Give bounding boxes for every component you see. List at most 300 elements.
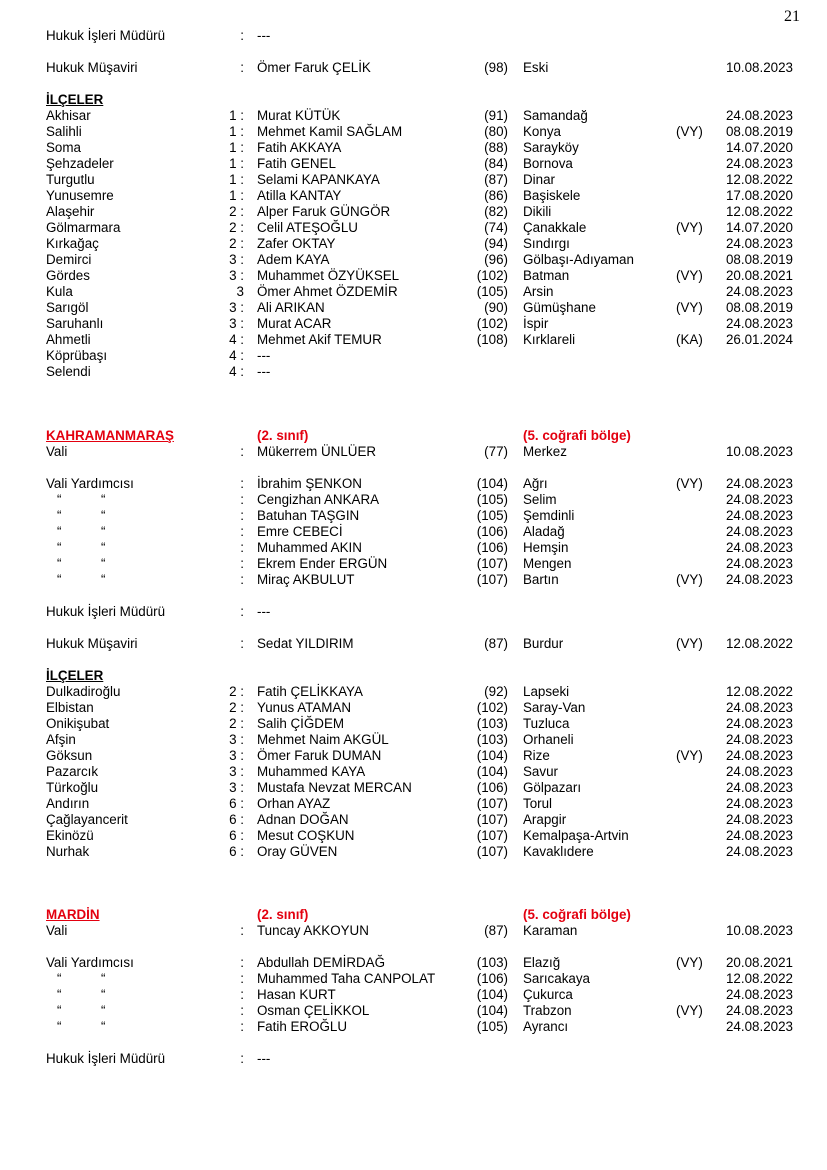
person-name: Fatih ÇELİKKAYA xyxy=(257,684,363,699)
table-row xyxy=(0,204,827,220)
seniority-number: (108) xyxy=(476,332,508,347)
table-row xyxy=(0,220,827,236)
status-tag: (VY) xyxy=(676,636,703,651)
seniority-number: (102) xyxy=(476,268,508,283)
previous-post: Kavaklıdere xyxy=(523,844,594,859)
position-title: Vali Yardımcısı xyxy=(46,476,134,491)
appointment-date: 24.08.2023 xyxy=(725,764,793,779)
seniority-number: (105) xyxy=(476,492,508,507)
appointment-date: 24.08.2023 xyxy=(725,524,793,539)
previous-post: Kemalpaşa-Artvin xyxy=(523,828,629,843)
appointment-date: 24.08.2023 xyxy=(725,732,793,747)
previous-post: Lapseki xyxy=(523,684,570,699)
status-tag: (VY) xyxy=(676,955,703,970)
position-title: Akhisar xyxy=(46,108,91,123)
grade-code: 4 : xyxy=(229,348,244,363)
appointment-date: 26.01.2024 xyxy=(725,332,793,347)
previous-post: Saray-Van xyxy=(523,700,586,715)
previous-post: Tuzluca xyxy=(523,716,570,731)
previous-post: Torul xyxy=(523,796,553,811)
grade-code: : xyxy=(240,987,244,1002)
appointment-date: 12.08.2022 xyxy=(725,971,793,986)
position-title: Vali Yardımcısı xyxy=(46,955,134,970)
appointment-date: 24.08.2023 xyxy=(725,508,793,523)
seniority-number: (106) xyxy=(476,780,508,795)
seniority-number: (104) xyxy=(476,987,508,1002)
grade-code: : xyxy=(240,556,244,571)
ditto-mark: “ xyxy=(57,971,62,986)
previous-post: Elazığ xyxy=(523,955,561,970)
grade-code: 3 : xyxy=(229,252,244,267)
ditto-mark: “ xyxy=(101,540,106,555)
table-row xyxy=(0,700,827,716)
table-row xyxy=(0,540,827,556)
appointment-date: 08.08.2019 xyxy=(725,124,793,139)
grade-code: 3 : xyxy=(229,316,244,331)
table-row xyxy=(0,1019,827,1035)
grade-code: : xyxy=(240,540,244,555)
appointment-date: 14.07.2020 xyxy=(725,140,793,155)
table-row xyxy=(0,332,827,348)
appointment-date: 14.07.2020 xyxy=(725,220,793,235)
previous-post: Gölbaşı-Adıyaman xyxy=(523,252,634,267)
seniority-number: (103) xyxy=(476,955,508,970)
previous-post: Trabzon xyxy=(523,1003,572,1018)
position-title: Türkoğlu xyxy=(46,780,99,795)
table-row xyxy=(0,156,827,172)
table-row xyxy=(0,28,827,44)
table-row xyxy=(0,284,827,300)
section-heading xyxy=(0,92,827,108)
seniority-number: (103) xyxy=(476,732,508,747)
person-name: Murat ACAR xyxy=(257,316,332,331)
table-row xyxy=(0,316,827,332)
grade-code: 6 : xyxy=(229,844,244,859)
person-name: Cengizhan ANKARA xyxy=(257,492,380,507)
province-name: KAHRAMANMARAŞ xyxy=(46,428,174,443)
position-title: Saruhanlı xyxy=(46,316,104,331)
appointment-date: 24.08.2023 xyxy=(725,828,793,843)
table-row xyxy=(0,476,827,492)
appointment-date: 24.08.2023 xyxy=(725,540,793,555)
position-title: Alaşehir xyxy=(46,204,95,219)
table-row xyxy=(0,987,827,1003)
ditto-mark: “ xyxy=(101,508,106,523)
grade-code: : xyxy=(240,971,244,986)
person-name: Salih ÇİĞDEM xyxy=(257,716,345,731)
seniority-number: (107) xyxy=(476,796,508,811)
previous-post: Konya xyxy=(523,124,561,139)
grade-code: : xyxy=(240,1019,244,1034)
province-region: (5. coğrafi bölge) xyxy=(523,428,631,443)
previous-post: Orhaneli xyxy=(523,732,574,747)
status-tag: (VY) xyxy=(676,748,703,763)
position-title: Ekinözü xyxy=(46,828,94,843)
status-tag: (KA) xyxy=(676,332,703,347)
seniority-number: (102) xyxy=(476,316,508,331)
position-title: Dulkadiroğlu xyxy=(46,684,121,699)
position-title: Kula xyxy=(46,284,73,299)
position-title: Çağlayancerit xyxy=(46,812,128,827)
seniority-number: (104) xyxy=(476,748,508,763)
table-row xyxy=(0,955,827,971)
grade-code: : xyxy=(240,1003,244,1018)
province-class: (2. sınıf) xyxy=(257,907,309,922)
table-row xyxy=(0,556,827,572)
position-title: Afşin xyxy=(46,732,76,747)
ditto-mark: “ xyxy=(57,492,62,507)
seniority-number: (94) xyxy=(484,236,508,251)
appointment-date: 24.08.2023 xyxy=(725,844,793,859)
position-title: Onikişubat xyxy=(46,716,110,731)
grade-code: : xyxy=(240,60,244,75)
appointment-date: 24.08.2023 xyxy=(725,316,793,331)
table-row xyxy=(0,764,827,780)
grade-code: 3 xyxy=(236,284,244,299)
status-tag: (VY) xyxy=(676,268,703,283)
ditto-mark: “ xyxy=(101,556,106,571)
person-name: Ali ARIKAN xyxy=(257,300,325,315)
grade-code: : xyxy=(240,1051,244,1066)
grade-code: 1 : xyxy=(229,188,244,203)
seniority-number: (91) xyxy=(484,108,508,123)
position-title: Sarıgöl xyxy=(46,300,89,315)
person-name: Alper Faruk GÜNGÖR xyxy=(257,204,391,219)
section-title: İLÇELER xyxy=(46,668,104,683)
previous-post: Ağrı xyxy=(523,476,548,491)
grade-code: : xyxy=(240,492,244,507)
person-name: Ömer Faruk ÇELİK xyxy=(257,60,371,75)
position-title: Soma xyxy=(46,140,81,155)
seniority-number: (104) xyxy=(476,476,508,491)
previous-post: Aladağ xyxy=(523,524,565,539)
table-row xyxy=(0,1003,827,1019)
person-name: Mükerrem ÜNLÜER xyxy=(257,444,377,459)
person-name: Muhammed Taha CANPOLAT xyxy=(257,971,436,986)
appointment-date: 24.08.2023 xyxy=(725,1003,793,1018)
grade-code: 3 : xyxy=(229,732,244,747)
seniority-number: (106) xyxy=(476,540,508,555)
table-row xyxy=(0,828,827,844)
previous-post: Bornova xyxy=(523,156,573,171)
grade-code: 1 : xyxy=(229,172,244,187)
person-name: --- xyxy=(257,604,271,619)
previous-post: Selim xyxy=(523,492,557,507)
seniority-number: (77) xyxy=(484,444,508,459)
province-name: MARDİN xyxy=(46,907,100,922)
person-name: Fatih GENEL xyxy=(257,156,336,171)
seniority-number: (74) xyxy=(484,220,508,235)
previous-post: Sarayköy xyxy=(523,140,579,155)
seniority-number: (96) xyxy=(484,252,508,267)
appointment-date: 24.08.2023 xyxy=(725,492,793,507)
table-row xyxy=(0,444,827,460)
appointment-date: 20.08.2021 xyxy=(725,268,793,283)
previous-post: Sarıcakaya xyxy=(523,971,590,986)
appointment-date: 24.08.2023 xyxy=(725,476,793,491)
seniority-number: (107) xyxy=(476,572,508,587)
grade-code: : xyxy=(240,572,244,587)
seniority-number: (92) xyxy=(484,684,508,699)
seniority-number: (82) xyxy=(484,204,508,219)
table-row xyxy=(0,492,827,508)
section-title: İLÇELER xyxy=(46,92,104,107)
position-title: Hukuk İşleri Müdürü xyxy=(46,28,166,43)
seniority-number: (102) xyxy=(476,700,508,715)
table-row xyxy=(0,732,827,748)
previous-post: Çanakkale xyxy=(523,220,587,235)
previous-post: Ayrancı xyxy=(523,1019,569,1034)
person-name: Osman ÇELİKKOL xyxy=(257,1003,370,1018)
status-tag: (VY) xyxy=(676,220,703,235)
ditto-mark: “ xyxy=(57,1003,62,1018)
appointment-date: 10.08.2023 xyxy=(725,60,793,75)
ditto-mark: “ xyxy=(57,556,62,571)
position-title: Şehzadeler xyxy=(46,156,114,171)
position-title: Salihli xyxy=(46,124,82,139)
table-row xyxy=(0,844,827,860)
grade-code: 2 : xyxy=(229,716,244,731)
grade-code: : xyxy=(240,28,244,43)
table-row xyxy=(0,572,827,588)
appointment-date: 24.08.2023 xyxy=(725,780,793,795)
grade-code: 3 : xyxy=(229,780,244,795)
position-title: Hukuk İşleri Müdürü xyxy=(46,1051,166,1066)
position-title: Turgutlu xyxy=(46,172,95,187)
appointment-date: 08.08.2019 xyxy=(725,300,793,315)
table-row xyxy=(0,604,827,620)
previous-post: Samandağ xyxy=(523,108,588,123)
person-name: Fatih AKKAYA xyxy=(257,140,342,155)
seniority-number: (103) xyxy=(476,716,508,731)
seniority-number: (107) xyxy=(476,812,508,827)
previous-post: Gümüşhane xyxy=(523,300,596,315)
appointment-date: 12.08.2022 xyxy=(725,684,793,699)
previous-post: Burdur xyxy=(523,636,564,651)
status-tag: (VY) xyxy=(676,1003,703,1018)
ditto-mark: “ xyxy=(101,987,106,1002)
appointment-date: 17.08.2020 xyxy=(725,188,793,203)
person-name: Murat KÜTÜK xyxy=(257,108,341,123)
previous-post: Rize xyxy=(523,748,550,763)
person-name: --- xyxy=(257,348,271,363)
section-heading xyxy=(0,668,827,684)
person-name: Abdullah DEMİRDAĞ xyxy=(257,955,386,970)
province-region: (5. coğrafi bölge) xyxy=(523,907,631,922)
table-row xyxy=(0,923,827,939)
appointment-date: 24.08.2023 xyxy=(725,556,793,571)
previous-post: Dikili xyxy=(523,204,552,219)
person-name: Mustafa Nevzat MERCAN xyxy=(257,780,412,795)
previous-post: Arapgir xyxy=(523,812,567,827)
person-name: Adnan DOĞAN xyxy=(257,812,349,827)
grade-code: 1 : xyxy=(229,108,244,123)
grade-code: 2 : xyxy=(229,684,244,699)
appointment-date: 24.08.2023 xyxy=(725,236,793,251)
appointment-date: 24.08.2023 xyxy=(725,716,793,731)
position-title: Gördes xyxy=(46,268,90,283)
person-name: Mehmet Kamil SAĞLAM xyxy=(257,124,403,139)
person-name: Oray GÜVEN xyxy=(257,844,338,859)
seniority-number: (98) xyxy=(484,60,508,75)
person-name: Zafer OKTAY xyxy=(257,236,336,251)
previous-post: İspir xyxy=(523,316,549,331)
person-name: Miraç AKBULUT xyxy=(257,572,355,587)
grade-code: 3 : xyxy=(229,268,244,283)
position-title: Hukuk Müşaviri xyxy=(46,60,138,75)
appointment-date: 24.08.2023 xyxy=(725,156,793,171)
appointment-date: 24.08.2023 xyxy=(725,108,793,123)
grade-code: : xyxy=(240,444,244,459)
person-name: Adem KAYA xyxy=(257,252,330,267)
table-row xyxy=(0,108,827,124)
table-row xyxy=(0,60,827,76)
person-name: Yunus ATAMAN xyxy=(257,700,352,715)
person-name: --- xyxy=(257,28,271,43)
table-row xyxy=(0,348,827,364)
person-name: Tuncay AKKOYUN xyxy=(257,923,369,938)
person-name: Muhammet ÖZYÜKSEL xyxy=(257,268,400,283)
table-row xyxy=(0,636,827,652)
province-heading xyxy=(0,428,827,444)
seniority-number: (107) xyxy=(476,828,508,843)
person-name: --- xyxy=(257,1051,271,1066)
seniority-number: (105) xyxy=(476,284,508,299)
position-title: Hukuk Müşaviri xyxy=(46,636,138,651)
seniority-number: (106) xyxy=(476,524,508,539)
grade-code: 2 : xyxy=(229,220,244,235)
ditto-mark: “ xyxy=(101,524,106,539)
table-row xyxy=(0,300,827,316)
table-row xyxy=(0,812,827,828)
seniority-number: (104) xyxy=(476,764,508,779)
grade-code: 1 : xyxy=(229,156,244,171)
grade-code: 3 : xyxy=(229,764,244,779)
seniority-number: (107) xyxy=(476,844,508,859)
grade-code: 6 : xyxy=(229,812,244,827)
ditto-mark: “ xyxy=(101,572,106,587)
previous-post: Çukurca xyxy=(523,987,573,1002)
grade-code: 2 : xyxy=(229,236,244,251)
previous-post: Sındırgı xyxy=(523,236,570,251)
appointment-date: 20.08.2021 xyxy=(725,955,793,970)
position-title: Köprübaşı xyxy=(46,348,108,363)
position-title: Nurhak xyxy=(46,844,90,859)
person-name: Orhan AYAZ xyxy=(257,796,331,811)
previous-post: Mengen xyxy=(523,556,572,571)
table-row xyxy=(0,268,827,284)
person-name: Mesut COŞKUN xyxy=(257,828,355,843)
position-title: Selendi xyxy=(46,364,91,379)
table-row xyxy=(0,188,827,204)
person-name: Batuhan TAŞGIN xyxy=(257,508,360,523)
ditto-mark: “ xyxy=(101,1019,106,1034)
status-tag: (VY) xyxy=(676,572,703,587)
grade-code: 3 : xyxy=(229,748,244,763)
grade-code: 2 : xyxy=(229,204,244,219)
seniority-number: (80) xyxy=(484,124,508,139)
person-name: Ömer Faruk DUMAN xyxy=(257,748,382,763)
person-name: Ekrem Ender ERGÜN xyxy=(257,556,388,571)
previous-post: Batman xyxy=(523,268,570,283)
previous-post: Savur xyxy=(523,764,558,779)
grade-code: : xyxy=(240,955,244,970)
person-name: Atilla KANTAY xyxy=(257,188,342,203)
appointment-date: 24.08.2023 xyxy=(725,284,793,299)
appointment-date: 12.08.2022 xyxy=(725,204,793,219)
grade-code: : xyxy=(240,476,244,491)
province-heading xyxy=(0,907,827,923)
previous-post: Gölpazarı xyxy=(523,780,582,795)
table-row xyxy=(0,252,827,268)
status-tag: (VY) xyxy=(676,476,703,491)
table-row xyxy=(0,748,827,764)
person-name: Emre CEBECİ xyxy=(257,524,343,539)
person-name: Hasan KURT xyxy=(257,987,336,1002)
position-title: Hukuk İşleri Müdürü xyxy=(46,604,166,619)
position-title: Göksun xyxy=(46,748,93,763)
seniority-number: (106) xyxy=(476,971,508,986)
appointment-date: 10.08.2023 xyxy=(725,923,793,938)
position-title: Vali xyxy=(46,923,68,938)
ditto-mark: “ xyxy=(57,1019,62,1034)
seniority-number: (90) xyxy=(484,300,508,315)
position-title: Pazarcık xyxy=(46,764,99,779)
previous-post: Karaman xyxy=(523,923,578,938)
grade-code: 2 : xyxy=(229,700,244,715)
seniority-number: (104) xyxy=(476,1003,508,1018)
grade-code: 4 : xyxy=(229,364,244,379)
status-tag: (VY) xyxy=(676,300,703,315)
grade-code: 6 : xyxy=(229,828,244,843)
appointment-date: 12.08.2022 xyxy=(725,172,793,187)
appointment-date: 24.08.2023 xyxy=(725,812,793,827)
grade-code: : xyxy=(240,508,244,523)
table-row xyxy=(0,971,827,987)
seniority-number: (84) xyxy=(484,156,508,171)
previous-post: Eski xyxy=(523,60,549,75)
ditto-mark: “ xyxy=(57,508,62,523)
seniority-number: (105) xyxy=(476,508,508,523)
position-title: Yunusemre xyxy=(46,188,114,203)
person-name: Selami KAPANKAYA xyxy=(257,172,380,187)
ditto-mark: “ xyxy=(101,971,106,986)
position-title: Kırkağaç xyxy=(46,236,99,251)
grade-code: 1 : xyxy=(229,140,244,155)
appointment-date: 24.08.2023 xyxy=(725,987,793,1002)
seniority-number: (87) xyxy=(484,636,508,651)
person-name: Fatih EROĞLU xyxy=(257,1019,348,1034)
appointment-date: 08.08.2019 xyxy=(725,252,793,267)
grade-code: 1 : xyxy=(229,124,244,139)
status-tag: (VY) xyxy=(676,124,703,139)
person-name: --- xyxy=(257,364,271,379)
seniority-number: (86) xyxy=(484,188,508,203)
grade-code: : xyxy=(240,636,244,651)
appointment-date: 24.08.2023 xyxy=(725,700,793,715)
person-name: İbrahim ŞENKON xyxy=(257,476,362,491)
position-title: Elbistan xyxy=(46,700,94,715)
appointment-date: 12.08.2022 xyxy=(725,636,793,651)
previous-post: Hemşin xyxy=(523,540,569,555)
ditto-mark: “ xyxy=(101,492,106,507)
position-title: Ahmetli xyxy=(46,332,91,347)
table-row xyxy=(0,140,827,156)
position-title: Demirci xyxy=(46,252,92,267)
appointment-date: 24.08.2023 xyxy=(725,572,793,587)
person-name: Mehmet Naim AKGÜL xyxy=(257,732,389,747)
appointment-date: 24.08.2023 xyxy=(725,796,793,811)
